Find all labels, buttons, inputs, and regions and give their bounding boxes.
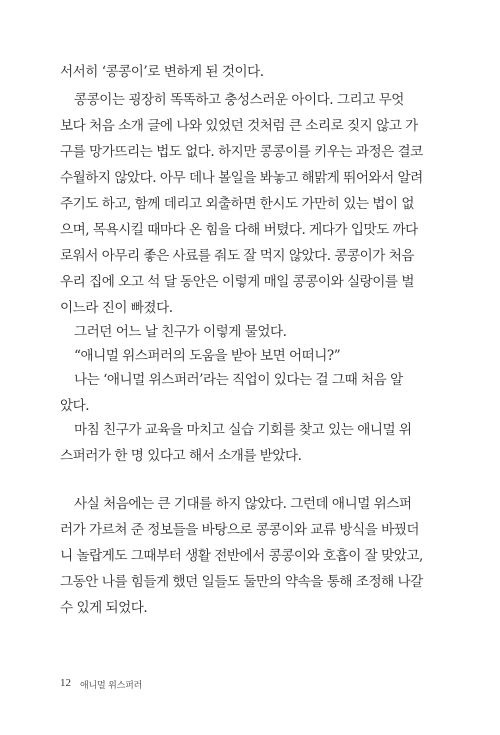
body-line: 주기도 하고, 함께 데리고 외출하면 한시도 가만히 있는 법이 없 bbox=[60, 196, 414, 212]
running-footer-title: 애니멀 위스퍼러 bbox=[80, 681, 143, 691]
body-line: 수월하지 않았다. 아무 데나 볼일을 봐놓고 해맑게 뛰어와서 알려 bbox=[60, 170, 423, 186]
body-line: 로워서 아무리 좋은 사료를 줘도 잘 먹지 않았다. 콩콩이가 처음 bbox=[60, 248, 414, 264]
body-line: 보다 처음 소개 글에 나와 있었던 것처럼 큰 소리로 짖지 않고 가 bbox=[60, 118, 418, 134]
body-line: 콩콩이는 굉장히 똑똑하고 충성스러운 아이다. 그리고 무엇 bbox=[74, 92, 404, 108]
body-line: 으며, 목욕시킬 때마다 온 힘을 다해 버텼다. 게다가 입맛도 까다 bbox=[60, 222, 418, 238]
page-number: 12 bbox=[60, 677, 71, 689]
body-line: 그러던 어느 날 친구가 이렇게 물었다. bbox=[74, 324, 287, 340]
body-line: 우리 집에 오고 석 달 동안은 이렇게 매일 콩콩이와 실랑이를 벌 bbox=[60, 274, 414, 290]
body-line: 구를 망가뜨리는 법도 없다. 하지만 콩콩이를 키우는 과정은 결코 bbox=[60, 144, 423, 160]
body-line: 서서히 ‘콩콩이’로 변하게 된 것이다. bbox=[60, 64, 264, 80]
body-line: 러가 가르쳐 준 정보들을 바탕으로 콩콩이와 교류 방식을 바꿨더 bbox=[60, 522, 419, 538]
body-line: “애니멀 위스퍼러의 도움을 받아 보면 어떠니?” bbox=[74, 348, 341, 364]
body-line: 수 있게 되었다. bbox=[60, 600, 148, 616]
body-line: 사실 처음에는 큰 기대를 하지 않았다. 그런데 애니멀 위스퍼 bbox=[74, 496, 412, 512]
body-line: 스퍼러가 한 명 있다고 해서 소개를 받았다. bbox=[60, 448, 302, 464]
body-line: 마침 친구가 교육을 마치고 실습 기회를 찾고 있는 애니멀 위 bbox=[74, 422, 412, 438]
body-line: 았다. bbox=[60, 398, 90, 414]
body-line: 니 놀랍게도 그때부터 생활 전반에서 콩콩이와 호흡이 잘 맞았고, bbox=[60, 548, 423, 564]
body-line: 이느라 진이 빠졌다. bbox=[60, 300, 173, 316]
body-line: 그동안 나를 힘들게 했던 일들도 둘만의 약속을 통해 조정해 나갈 bbox=[60, 574, 423, 590]
body-line: 나는 ‘애니멀 위스퍼러’라는 직업이 있다는 걸 그때 처음 알 bbox=[74, 372, 403, 388]
